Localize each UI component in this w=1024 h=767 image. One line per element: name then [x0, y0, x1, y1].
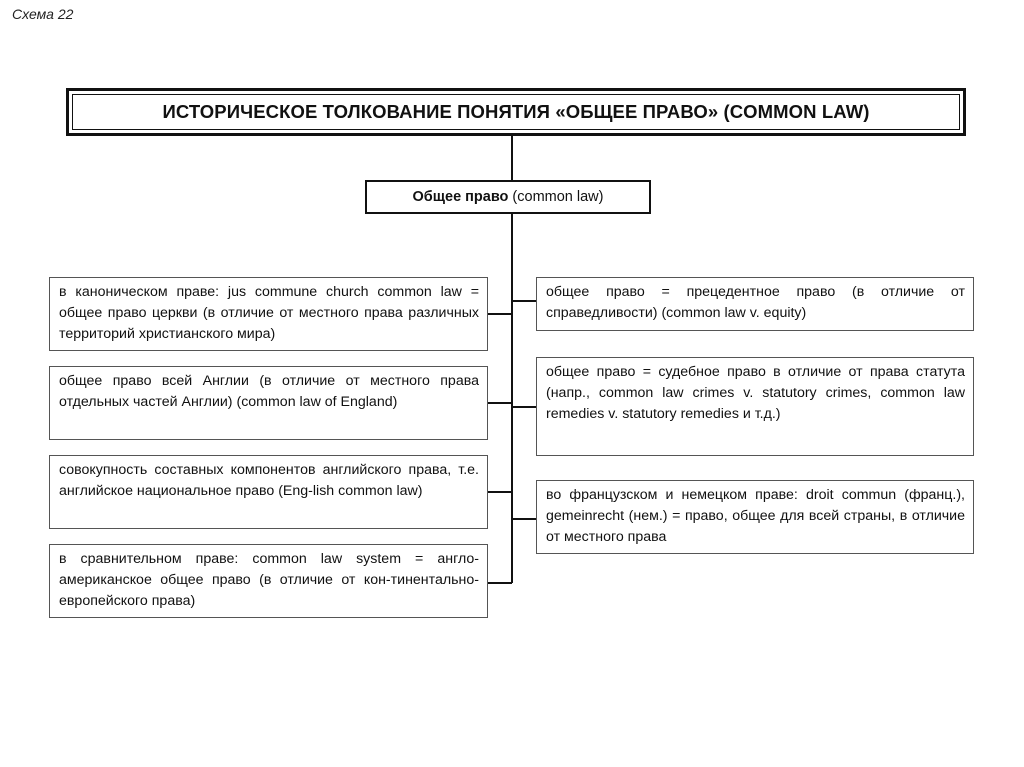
left-node-comparative-law: в сравнительном праве: common law system = англо-американское общее право (в отличие от кон-тинентально-европейского права): [49, 544, 488, 618]
scheme-label: Схема 22: [12, 6, 74, 22]
root-node-label: (common law): [512, 189, 604, 205]
root-node: [365, 180, 651, 214]
title-box: [66, 88, 966, 136]
left-node-english-common-law: совокупность составных компонентов английского права, т.е. английское национальное право (Eng-lish common law): [49, 455, 488, 529]
right-node-precedent-law: общее право = прецедентное право (в отличие от справедливости) (common law v. equity): [536, 277, 974, 331]
root-node-bold-label: Общее право: [412, 189, 509, 205]
left-node-common-law-of-england: общее право всей Англии (в отличие от местного права отдельных частей Англии) (common law of England): [49, 366, 488, 440]
right-node-judicial-law: общее право = судебное право в отличие от права статута (напр., common law crimes v. statutory crimes, common law remedies v. statutory remedies и т.д.): [536, 357, 974, 456]
left-node-canon-law: в каноническом праве: jus commune church common law = общее право церкви (в отличие от местного права различных территорий христианского мира): [49, 277, 488, 351]
diagram-title: ИСТОРИЧЕСКОЕ ТОЛКОВАНИЕ ПОНЯТИЯ «ОБЩЕЕ ПРАВО» (COMMON LAW): [72, 94, 960, 130]
right-node-french-german-law: во французском и немецком праве: droit commun (франц.), gemeinrecht (нем.) = право, общее для всей страны, в отличие от местного права: [536, 480, 974, 554]
